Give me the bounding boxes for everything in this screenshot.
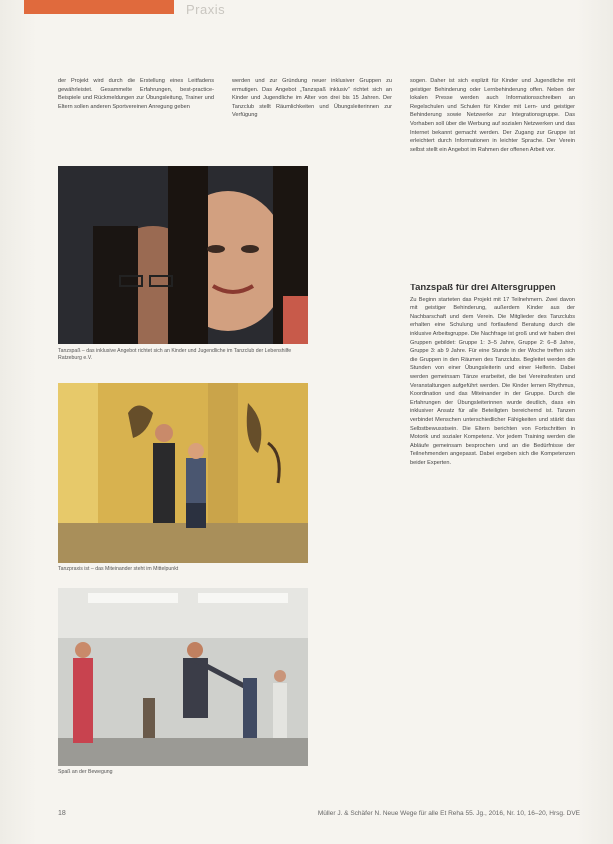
footer-citation: Müller J. & Schäfer N. Neue Wege für alle Et Reha 55. Jg., 2016, Nr. 10, 16–20, Hrsg. DVE [317,810,580,817]
article-section-2 [410,284,575,800]
section-label: Praxis [186,2,226,17]
column-1 [58,77,214,111]
column-3-text: sogen. Daher ist sich explizit für Kinder und Jugendliche mit geistiger Behinderung oder Lernbehinderung offen. Neben der lokalen Presse werden auch Informationsschreiben an Regelschulen und Schulen für Kinder mit Lern- und geistiger Behinderung sowie Netzwerke zur Integrationsgruppe. Das Vorhaben soll über die Werbung auf sozialen Netzwerken und das Internet bekannt gemacht werden. Der Zugang zur Gruppe ist erleichtert durch Informationen in leichter Sprache. Der Verein selbst stellt ein Angebot im Rahmen der offenen Arbeit vor. [410,78,575,153]
column-1-text: der Projekt wird durch die Erstellung eines Leitfadens gewährleistet. Gesammelte Erfahrungen, best-practice-Beispiele und Rückmeldungen zur Übungsleitung, Trainer und Eltern sollen anderen Sportvereinen Anregung geben [58,78,214,110]
section-2-text: Zu Beginn starteten das Projekt mit 17 Teilnehmern. Zwei davon mit geistiger Behinderung, außerdem Kinder aus der Nachbarschaft und dem Verein. Die Mitglieder des Tanzclubs erhalten eine Schulung und fortlaufend Beratung durch die inklusive Arbeitsgruppe. Die Nachfrage ist groß und wir haben drei Gruppen gebildet: Gruppe 1: 3–5 Jahre, Gruppe 2: 6–8 Jahre, Gruppe 3: ab 9 Jahre. Für eine Stunde in der Woche treffen sich die Gruppen in den Räumen des Tanzclubs. Begleitet werden die Stunden von einer Übungsleiterin und einer Helferin. Dabei werden gemeinsam Tänze erarbeitet, die bei Vereinsfesten und Veranstaltungen aufgeführt werden. Die Kinder lernen Rhythmus, Koordination und das Miteinander in der Gruppe. Durch die Erfahrungen der Übungsleiterinnen wurde deutlich, dass ein inklusiver Ansatz für alle Beteiligten bereichernd ist. Tanzen verbindet Menschen unterschiedlicher Fähigkeiten und stärkt das Selbstbewusstsein. Die Eltern berichten von Fortschritten in Motorik und sozialer Kompetenz. Vor jedem Training werden die Abläufe gemeinsam besprochen und an die Bedürfnisse der Teilnehmenden angepasst. Dabei ergeben sich die Kompetenzen beider Experten. [410,296,575,466]
caption-photo-2: Tanzpraxis ist – das Miteinander steht im Mittelpunkt [58,566,179,572]
column-2 [232,77,392,120]
column-2-text: werden und zur Gründung neuer inklusiver Gruppen zu ermutigen. Das Angebot „Tanzspaß inklusiv“ richtet sich an Kinder und Jugendliche im Alter von drei bis 15 Jahren. Der Tanzclub stellt Räumlichkeiten und Übungsleiterinnen zur Verfügung [232,78,392,119]
page-number: 18 [58,810,66,817]
header-accent-bar [24,0,174,14]
photo-group-dance [58,588,308,766]
photo-portrait [58,166,308,344]
section-heading: Tanzspaß für drei Altersgruppen [410,284,556,293]
column-3 [410,77,575,277]
caption-photo-1: Tanzspaß – das inklusive Angebot richtet sich an Kinder und Jugendliche im Tanzclub der Lebenshilfe Ratzeburg e.V. [58,348,292,361]
caption-photo-3: Spaß an der Bewegung [58,769,113,775]
photo-dance-pair [58,383,308,563]
